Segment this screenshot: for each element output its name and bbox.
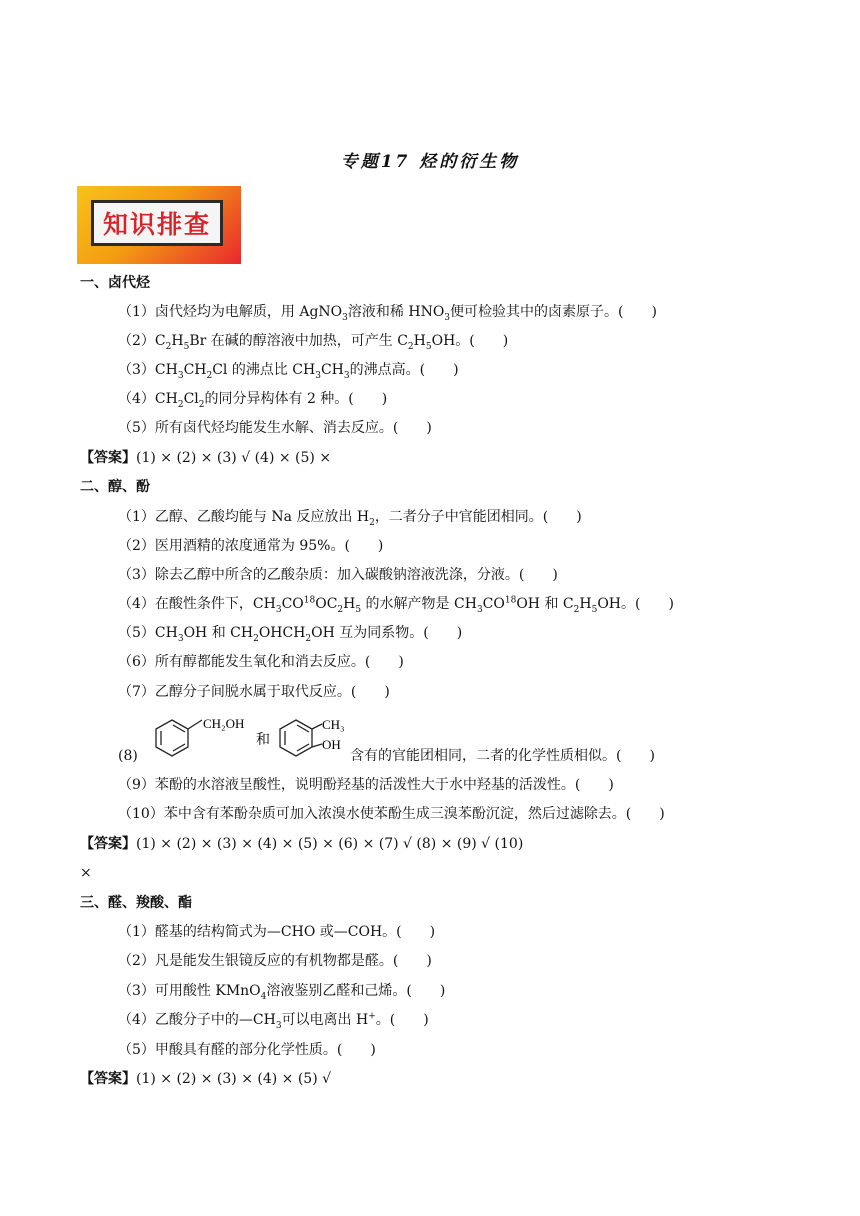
- section-heading: 一、卤代烃: [80, 275, 150, 291]
- answer-continuation: ×: [80, 865, 92, 881]
- question: （4）乙酸分子中的$—CH_3$可以电离出 H+。( ): [118, 1011, 429, 1031]
- question: （3）除去乙醇中所含的乙酸杂质：加入碳酸钠溶液洗涤，分液。( ): [118, 567, 558, 583]
- question: （2）医用酒精的浓度通常为 95%。( ): [118, 538, 384, 554]
- question: （10）苯中含有苯酚杂质可加入浓溴水使苯酚生成三溴苯酚沉淀，然后过滤除去。( ): [118, 806, 665, 822]
- question: （2）凡是能发生银镜反应的有机物都是醛。( ): [118, 953, 432, 969]
- section-badge: [77, 186, 241, 264]
- answer-line: [80, 834, 523, 854]
- question: （9）苯酚的水溶液呈酸性，说明酚羟基的活泼性大于水中羟基的活泼性。( ): [118, 777, 614, 793]
- benzyl-alcohol-structure: [156, 720, 202, 756]
- question: $(3)CH_3CH_2Cl$ 的沸点比 $CH_3CH_3$的沸点高。( ): [118, 362, 459, 381]
- mol2-oh-label: OH: [322, 737, 341, 752]
- o-cresol-structure: [280, 720, 322, 756]
- question: （3）可用酸性 KMnO$_4$溶液鉴别乙醛和己烯。( ): [118, 983, 446, 1002]
- question: $(2)C_2H_5Br$ 在碱的醇溶液中加热，可产生 $C_2H_5OH$。( ): [118, 333, 509, 352]
- question-8-text: 含有的官能团相同，二者的化学性质相似。( ): [350, 748, 655, 764]
- section-heading: 三、醛、羧酸、酯: [80, 895, 192, 911]
- answer-text: (1) × (2) × (3) × (4) × (5) √: [136, 1071, 332, 1087]
- answer-label: 【答案】: [80, 836, 136, 852]
- question: （1）醛基的结构简式为—CHO 或—COH。( ): [118, 924, 436, 940]
- conj-label: 和: [256, 732, 270, 748]
- question: （7）乙醇分子间脱水属于取代反应。( ): [118, 684, 390, 700]
- question: （5）甲酸具有醛的部分化学性质。( ): [118, 1042, 376, 1058]
- question: $(4)CH_2Cl_2$的同分异构体有 2 种。( ): [118, 391, 388, 410]
- structure-diagram: [148, 712, 358, 768]
- question: （4）在酸性条件下，$CH_3CO^{18}OC_2H_5$ 的水解产物是 $CH_3CO^{18}OH$ 和 $C_2H_5OH$。( ): [118, 595, 674, 615]
- page-title: 专题17 烃的衍生物: [340, 152, 520, 172]
- mol2-ch3-label: CH₃: [322, 717, 345, 732]
- answer-line: [80, 1069, 331, 1089]
- answer-label: 【答案】: [80, 1071, 136, 1087]
- answer-text: (1) × (2) × (3) × (4) × (5) × (6) × (7) √ (8) × (9) √ (10): [136, 836, 524, 852]
- question-8-num: (8): [118, 748, 138, 764]
- question: （1）乙醇、乙酸均能与 Na 反应放出 $H_2$，二者分子中官能团相同。( ): [118, 509, 582, 528]
- answer-label: 【答案】: [80, 450, 136, 466]
- question: （5）所有卤代烃均能发生水解、消去反应。( ): [118, 420, 432, 436]
- mol1-label: CH₂OH: [203, 716, 245, 731]
- question: （1）卤代烃均为电解质，用 AgNO$_3$溶液和稀 $HNO_3$便可检验其中的卤素原子。( ): [118, 304, 657, 323]
- section-heading: 二、醇、酚: [80, 479, 150, 495]
- answer-line: [80, 448, 331, 468]
- question: $(5)CH_3OH$ 和 $CH_2OHCH_2OH$ 互为同系物。( ): [118, 625, 463, 644]
- answer-text: (1) × (2) × (3) √ (4) × (5) ×: [136, 450, 332, 466]
- badge-text: 知识排查: [102, 210, 211, 239]
- question: （6）所有醇都能发生氧化和消去反应。( ): [118, 654, 404, 670]
